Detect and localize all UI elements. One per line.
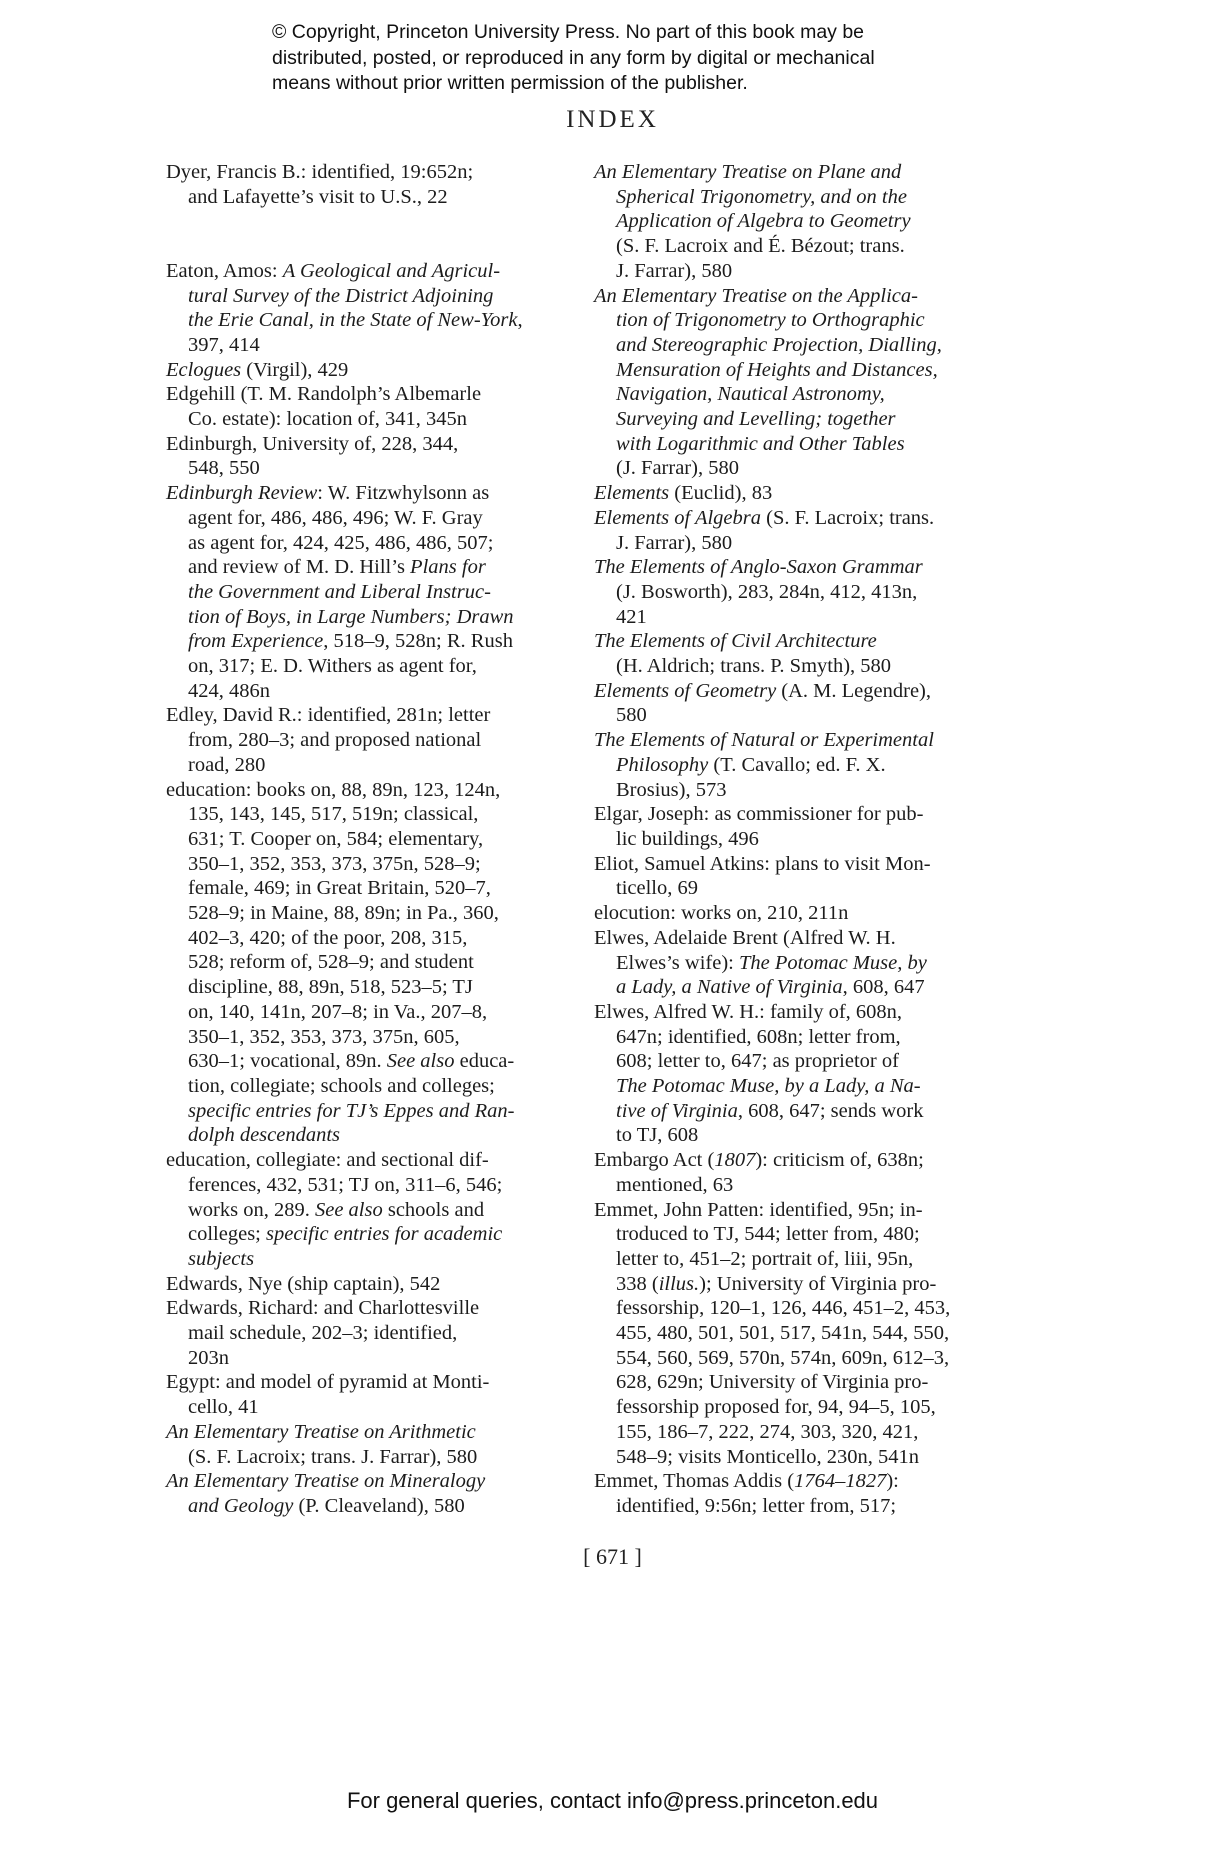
entry-line: J. Farrar), 580: [616, 259, 733, 282]
entry-line: fessorship, 120–1, 126, 446, 451–2, 453,: [616, 1297, 951, 1320]
italic-title: The Elements of Natural or Experimental: [594, 729, 934, 752]
index-entry: [594, 629, 1014, 678]
italic-title: 1807: [714, 1149, 756, 1172]
entry-line: identified, 9:56n; letter from, 517;: [616, 1494, 897, 1517]
entry-line: troduced to TJ, 544; letter from, 480;: [616, 1223, 920, 1246]
entry-line: (J. Bosworth), 283, 284n, 412, 413n,: [616, 580, 918, 603]
index-entry: [166, 481, 586, 703]
index-entry: [166, 1296, 586, 1370]
entry-line: the Erie Canal, in the State of New-York,: [188, 309, 523, 332]
italic-title: dolph descendants: [188, 1124, 341, 1147]
entry-line: [616, 186, 907, 208]
entry-line: [594, 556, 923, 578]
index-entry: [166, 1370, 586, 1419]
italic-title: and Stereographic Projection, Dialling,: [616, 333, 942, 356]
index-entry: [166, 703, 586, 777]
entry-line: [616, 309, 925, 331]
entry-line: (J. Farrar), 580: [616, 457, 739, 480]
entry-line: J. Farrar), 580: [616, 531, 733, 554]
entry-line: 338 (illus.); University of Virginia pro-: [616, 1272, 937, 1295]
entry-line: education, collegiate: and sectional dif-: [166, 1149, 489, 1172]
italic-title: Spherical Trigonometry, and on the: [616, 185, 907, 208]
entry-line: [188, 606, 514, 628]
entry-line: 455, 480, 501, 501, 517, 541n, 544, 550,: [616, 1322, 950, 1345]
entry-line: [616, 433, 905, 455]
italic-title: specific entries for TJ’s Eppes and Ran-: [188, 1099, 515, 1122]
entry-line: to TJ, 608: [616, 1124, 699, 1147]
entry-line: 548, 550: [188, 457, 260, 480]
entry-line: colleges; specific entries for academic: [188, 1223, 503, 1246]
entry-line: and review of M. D. Hill’s Plans for: [188, 556, 486, 579]
entry-line: tive of Virginia, 608, 647; sends work: [616, 1099, 924, 1122]
italic-title: The Potomac Muse, by: [738, 951, 927, 974]
italic-title: tive of Virginia: [616, 1099, 738, 1122]
entry-line: [188, 1248, 254, 1270]
index-entry: [166, 1148, 586, 1272]
entry-line: 397, 414: [188, 333, 260, 356]
entry-line: and Lafayette’s visit to U.S., 22: [188, 185, 448, 208]
entry-line: Edley, David R.: identified, 281n; letter: [166, 704, 491, 727]
italic-title: A Geological and Agricul-: [282, 259, 501, 282]
index-entry: [594, 1469, 1014, 1518]
entry-line: education: books on, 88, 89n, 123, 124n,: [166, 778, 501, 801]
entry-line: [594, 161, 901, 183]
entry-line: 554, 560, 569, 570n, 574n, 609n, 612–3,: [616, 1346, 950, 1369]
italic-title: tion of Trigonometry to Orthographic: [616, 309, 925, 332]
entry-line: 647n; identified, 608n; letter from,: [616, 1025, 901, 1048]
index-entry: [594, 555, 1014, 629]
index-entry: [594, 1000, 1014, 1148]
italic-title: Elements of Algebra: [594, 506, 762, 529]
entry-line: lic buildings, 496: [616, 827, 759, 850]
index-column-right: [594, 160, 1014, 1519]
italic-title: See also: [386, 1050, 455, 1073]
index-entry: [594, 926, 1014, 1000]
entry-line: Brosius), 573: [616, 778, 727, 801]
entry-line: Eclogues (Virgil), 429: [166, 358, 349, 381]
entry-line: Edwards, Richard: and Charlottesville: [166, 1297, 480, 1320]
entry-line: 350–1, 352, 353, 373, 375n, 528–9;: [188, 852, 481, 875]
italic-title: An Elementary Treatise on the Applica-: [594, 284, 918, 307]
entry-line: from Experience, 518–9, 528n; R. Rush: [188, 630, 513, 653]
index-entry: [594, 1198, 1014, 1470]
entry-line: [616, 408, 896, 430]
entry-line: tion, collegiate; schools and colleges;: [188, 1075, 495, 1097]
entry-line: mail schedule, 202–3; identified,: [188, 1322, 458, 1345]
italic-title: specific entries for academic: [266, 1223, 503, 1246]
italic-title: Elements: [594, 482, 670, 505]
index-entry: [594, 284, 1014, 482]
copyright-line: distributed, posted, or reproduced in any form by digital or mechanical: [272, 46, 875, 69]
entry-line: Elwes’s wife): The Potomac Muse, by: [616, 951, 927, 974]
index-entry: [166, 1272, 586, 1297]
entry-gap: [166, 209, 586, 258]
entry-line: [616, 383, 885, 405]
entry-line: 402–3, 420; of the poor, 208, 315,: [188, 926, 468, 949]
index-entry: [166, 432, 586, 481]
entry-line: Embargo Act (1807): criticism of, 638n;: [594, 1149, 924, 1172]
italic-title: Edinburgh Review: [166, 482, 318, 505]
italic-title: with Logarithmic and Other Tables: [616, 432, 905, 455]
italic-title: Mensuration of Heights and Distances,: [616, 358, 938, 381]
entry-line: [188, 1124, 340, 1146]
index-entry: [594, 1148, 1014, 1197]
entry-line: Emmet, Thomas Addis (1764–1827):: [594, 1470, 899, 1493]
italic-title: Surveying and Levelling; together: [616, 408, 896, 431]
entry-line: Elements of Algebra (S. F. Lacroix; trans.: [594, 506, 935, 529]
copyright-line: means without prior written permission of the publisher.: [272, 72, 748, 94]
entry-line: letter to, 451–2; portrait of, liii, 95n,: [616, 1247, 914, 1270]
italic-title: Application of Algebra to Geometry: [616, 210, 911, 233]
entry-line: road, 280: [188, 753, 266, 776]
italic-title: Philosophy: [616, 753, 709, 776]
entry-line: as agent for, 424, 425, 486, 486, 507;: [188, 531, 494, 554]
entry-line: 350–1, 352, 353, 373, 375n, 605,: [188, 1025, 460, 1048]
italic-title: from Experience: [188, 630, 324, 653]
copyright-notice: [272, 20, 1032, 97]
italic-title: Eclogues: [166, 358, 242, 381]
italic-title: See also: [314, 1198, 383, 1221]
entry-line: 424, 486n: [188, 679, 270, 702]
entry-line: Edinburgh Review: W. Fitzwhylsonn as: [166, 482, 490, 505]
entry-line: ticello, 69: [616, 877, 698, 900]
entry-line: Eliot, Samuel Atkins: plans to visit Mon-: [594, 852, 931, 875]
entry-line: [616, 359, 938, 381]
italic-title: 1764–1827: [794, 1470, 887, 1493]
entry-line: [188, 581, 491, 603]
entry-line: 421: [616, 605, 647, 628]
index-entry: [166, 778, 586, 1149]
entry-line: cello, 41: [188, 1396, 259, 1419]
index-entry: [594, 901, 1014, 926]
entry-line: [188, 1100, 514, 1122]
entry-line: Elements (Euclid), 83: [594, 482, 773, 505]
entry-line: [594, 285, 918, 307]
entry-line: elocution: works on, 210, 211n: [594, 902, 849, 925]
footer-contact: For general queries, contact info@press.princeton.edu: [346, 1788, 879, 1813]
entry-line: Elwes, Adelaide Brent (Alfred W. H.: [594, 926, 896, 949]
italic-title: subjects: [188, 1247, 255, 1270]
entry-line: Philosophy (T. Cavallo; ed. F. X.: [616, 753, 886, 776]
italic-title: The Potomac Muse, by a Lady, a Na-: [616, 1075, 921, 1098]
entry-line: Emmet, John Patten: identified, 95n; in-: [594, 1198, 923, 1221]
italic-title: and Geology: [188, 1494, 294, 1517]
entry-line: 528–9; in Maine, 88, 89n; in Pa., 360,: [188, 902, 499, 925]
index-column-left: [166, 160, 586, 1519]
entry-line: (H. Aldrich; trans. P. Smyth), 580: [616, 655, 892, 678]
italic-title: tural Survey of the District Adjoining: [188, 284, 494, 307]
entry-line: Eaton, Amos: A Geological and Agricul-: [166, 259, 501, 282]
entry-line: and Geology (P. Cleaveland), 580: [188, 1494, 465, 1517]
entry-line: 608; letter to, 647; as proprietor of: [616, 1050, 899, 1073]
entry-line: ferences, 432, 531; TJ on, 311–6, 546;: [188, 1173, 503, 1196]
index-entry: [594, 506, 1014, 555]
entry-line: from, 280–3; and proposed national: [188, 729, 482, 752]
entry-line: agent for, 486, 486, 496; W. F. Gray: [188, 506, 483, 529]
italic-title: The Elements of Anglo-Saxon Grammar: [594, 556, 923, 579]
index-entry: [594, 728, 1014, 802]
index-entry: [594, 852, 1014, 901]
entry-line: 630–1; vocational, 89n. See also educa-: [188, 1050, 515, 1073]
entry-line: (S. F. Lacroix; trans. J. Farrar), 580: [188, 1445, 478, 1468]
entry-line: [166, 1470, 485, 1492]
entry-line: on, 140, 141n, 207–8; in Va., 207–8,: [188, 1000, 488, 1023]
entry-line: [616, 210, 911, 232]
entry-line: Dyer, Francis B.: identified, 19:652n;: [166, 161, 474, 183]
italic-title: An Elementary Treatise on Arithmetic: [166, 1420, 476, 1443]
entry-line: [594, 729, 934, 751]
index-entry: [594, 679, 1014, 728]
index-entry: [166, 160, 586, 209]
entry-line: 135, 143, 145, 517, 519n; classical,: [188, 803, 479, 826]
index-entry: [166, 259, 586, 358]
entry-line: Elwes, Alfred W. H.: family of, 608n,: [594, 1000, 903, 1023]
entry-line: [188, 285, 493, 307]
entry-line: Edinburgh, University of, 228, 344,: [166, 432, 459, 455]
entry-line: 203n: [188, 1346, 229, 1369]
index-entry: [594, 160, 1014, 284]
italic-title: Navigation, Nautical Astronomy,: [616, 383, 885, 406]
index-entry: [166, 1469, 586, 1518]
entry-line: Co. estate): location of, 341, 345n: [188, 408, 467, 431]
index-entry: [166, 382, 586, 431]
italic-title: tion of Boys, in Large Numbers; Drawn: [188, 605, 514, 628]
entry-line: Edwards, Nye (ship captain), 542: [166, 1272, 441, 1295]
entry-line: [594, 630, 877, 652]
entry-line: 580: [616, 704, 647, 727]
entry-line: [616, 1075, 921, 1097]
entry-line: Edgehill (T. M. Randolph’s Albemarle: [166, 383, 482, 406]
entry-line: (S. F. Lacroix and É. Bézout; trans.: [616, 235, 905, 258]
entry-line: Elements of Geometry (A. M. Legendre),: [594, 679, 932, 702]
italic-title: a Lady, a Native of Virginia: [616, 976, 843, 999]
italic-title: An Elementary Treatise on Mineralogy: [166, 1470, 486, 1493]
entry-line: Elgar, Joseph: as commissioner for pub-: [594, 803, 924, 826]
entry-line: on, 317; E. D. Withers as agent for,: [188, 655, 477, 678]
index-entry: [166, 358, 586, 383]
entry-line: works on, 289. See also schools and: [188, 1198, 485, 1221]
entry-line: fessorship proposed for, 94, 94–5, 105,: [616, 1396, 936, 1419]
index-entry: [594, 481, 1014, 506]
entry-line: 548–9; visits Monticello, 230n, 541n: [616, 1445, 919, 1468]
italic-title: the Erie Canal, in the State of New-York: [188, 309, 518, 332]
index-entry: [594, 802, 1014, 851]
entry-line: [616, 334, 942, 356]
entry-line: [166, 1421, 476, 1443]
italic-title: the Government and Liberal Instruc-: [188, 580, 491, 603]
page-title: INDEX: [566, 106, 659, 133]
entry-line: Egypt: and model of pyramid at Monti-: [166, 1371, 490, 1394]
entry-line: female, 469; in Great Britain, 520–7,: [188, 877, 491, 900]
italic-title: illus.: [658, 1272, 700, 1295]
italic-title: The Elements of Civil Architecture: [594, 630, 877, 653]
entry-line: discipline, 88, 89n, 518, 523–5; TJ: [188, 976, 473, 999]
entry-line: a Lady, a Native of Virginia, 608, 647: [616, 976, 925, 999]
page-number: [ 671 ]: [583, 1544, 642, 1569]
italic-title: An Elementary Treatise on Plane and: [594, 161, 902, 183]
index-entry: [166, 1420, 586, 1469]
entry-line: 155, 186–7, 222, 274, 303, 320, 421,: [616, 1420, 919, 1443]
copyright-line: © Copyright, Princeton University Press. No part of this book may be: [272, 21, 865, 43]
entry-line: 628, 629n; University of Virginia pro-: [616, 1371, 929, 1394]
entry-line: 528; reform of, 528–9; and student: [188, 951, 474, 974]
italic-title: Elements of Geometry: [594, 679, 777, 702]
italic-title: Plans for: [410, 556, 486, 579]
entry-line: 631; T. Cooper on, 584; elementary,: [188, 827, 484, 850]
entry-line: mentioned, 63: [616, 1173, 734, 1196]
